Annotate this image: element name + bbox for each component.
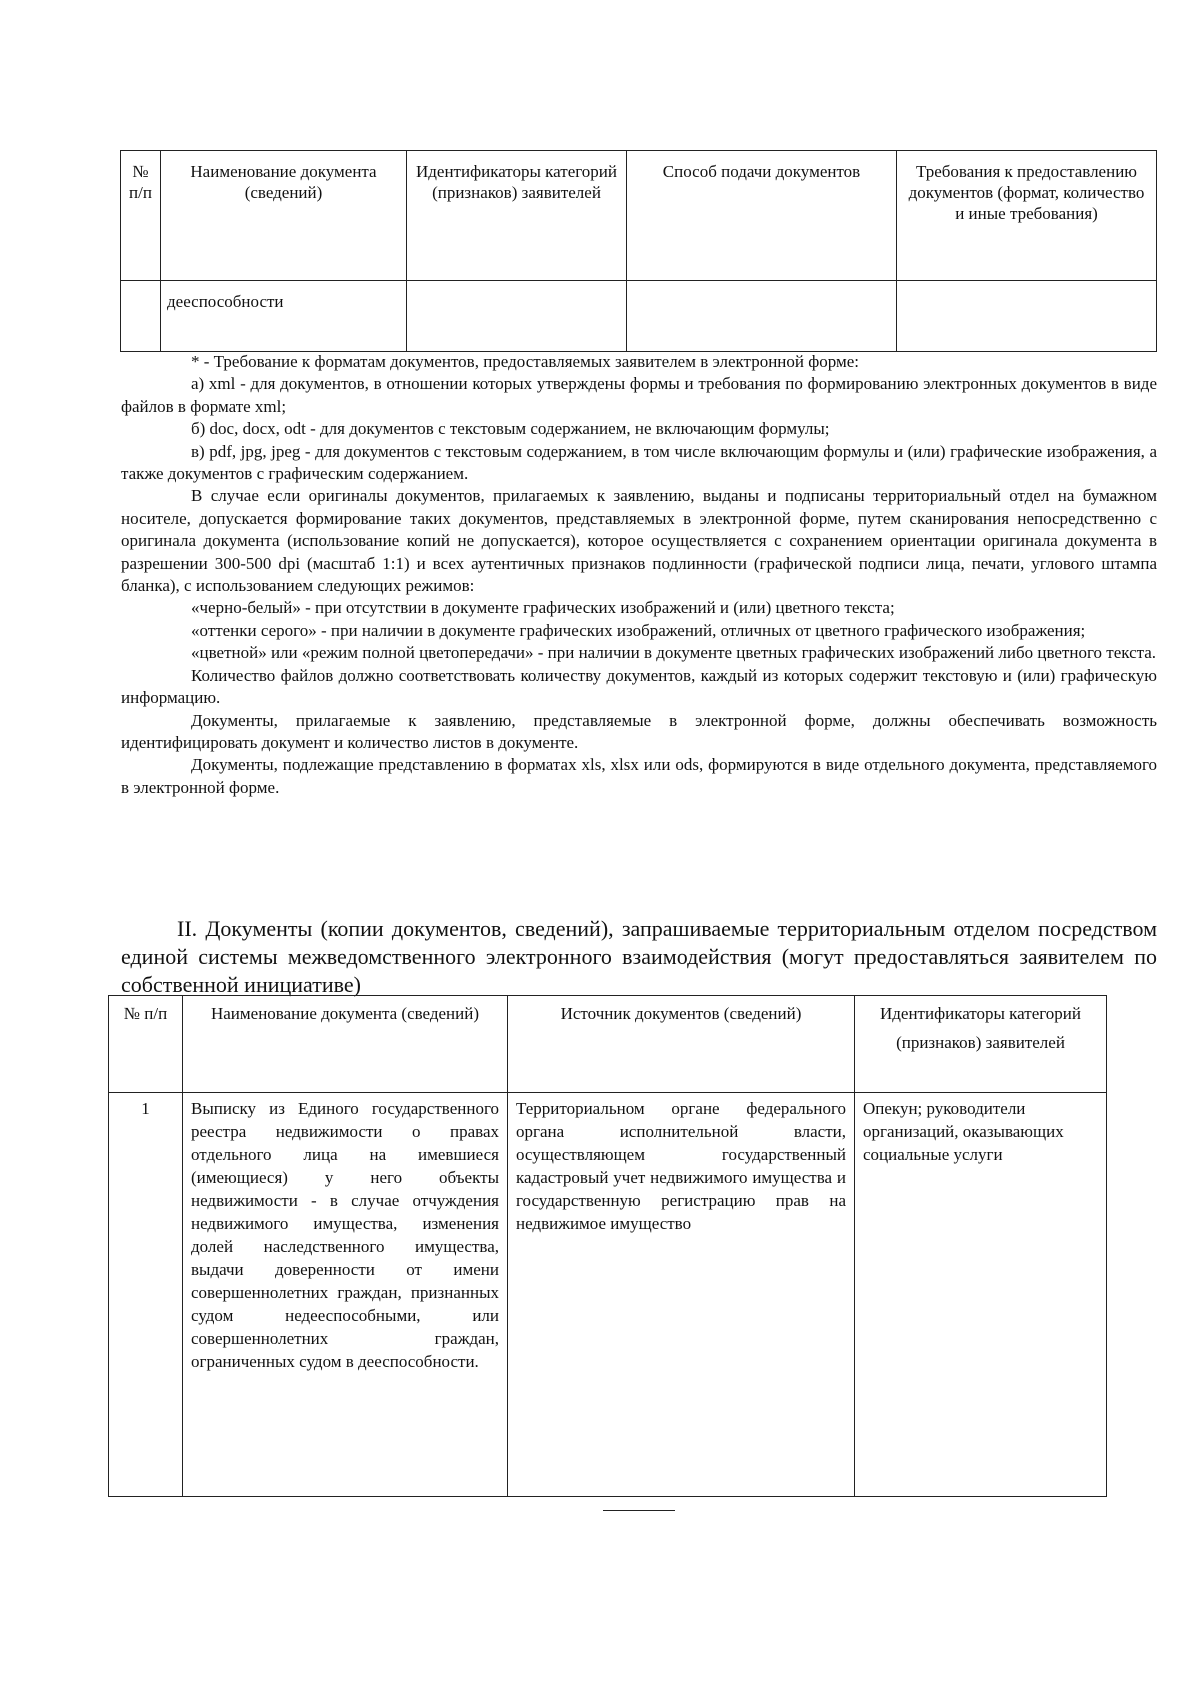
note-paragraph: Документы, прилагаемые к заявлению, представляемые в электронной форме, должны обеспечивать возможность идентифицировать документ и количество листов в документе. [121, 710, 1157, 752]
cell-document-source: Территориальном органе федерального органа исполнительной власти, осуществляющем государственный кадастровый учет недвижимого имущества и государственную регистрацию прав на недвижимое имущество [508, 1093, 855, 1497]
cell-number [121, 281, 161, 352]
end-separator-line [603, 1510, 675, 1511]
table-header-row [109, 996, 1107, 1093]
table-row [109, 1093, 1107, 1497]
header-document-name: Наименование документа (сведений) [183, 996, 508, 1093]
cell-number: 1 [109, 1093, 183, 1497]
note-paragraph: а) xml - для документов, в отношении которых утверждены формы и требования по формированию электронных документов в виде файлов в формате xml; [121, 374, 1157, 416]
note-paragraph: «оттенки серого» - при наличии в документе графических изображений, отличных от цветного графического изображения; [191, 620, 1086, 640]
note-paragraph: «черно-белый» - при отсутствии в документе графических изображений и (или) цветного текста; [191, 598, 895, 618]
note-paragraph: Количество файлов должно соответствовать количеству документов, каждый из которых содержит текстовую и (или) графическую информацию. [121, 665, 1157, 708]
table-row [121, 281, 1157, 352]
header-document-name: Наименование документа (сведений) [161, 151, 407, 281]
note-paragraph: б) doc, docx, odt - для документов с текстовым содержанием, не включающим формулы; [191, 419, 830, 439]
note-paragraph: В случае если оригиналы документов, прилагаемых к заявлению, выданы и подписаны территориальный отдел на бумажном носителе, допускается формирование таких документов, представляемых в электронной форме, путем сканирования непосредственно с оригинала документа (использование копий не допускается), которое осуществляется с сохранением ориентации оригинала документа в разрешении 300-500 dpi (масштаб 1:1) и всех аутентичных признаков подлинности (графической подписи лица, печати, углового штампа бланка), с использованием следующих режимов: [121, 486, 1157, 596]
cell-document-name: Выписку из Единого государственного реестра недвижимости о правах отдельного лица на имевшиеся (имеющиеся) у него объекты недвижимости - в случае отчуждения недвижимого имущества, изменения долей наследственного имущества, выдачи доверенности от имени совершеннолетних граждан, признанных судом недееспособными, или совершеннолетних граждан, ограниченных судом в дееспособности. [183, 1093, 508, 1497]
header-applicant-identifiers: Идентификаторы категорий (признаков) заявителей [407, 151, 627, 281]
cell-requirements [897, 281, 1157, 352]
interagency-documents-table [108, 995, 1107, 1497]
header-document-source: Источник документов (сведений) [508, 996, 855, 1093]
cell-document-name: дееспособности [161, 281, 407, 352]
header-requirements: Требования к предоставлению документов (формат, количество и иные требования) [897, 151, 1157, 281]
note-paragraph: Документы, подлежащие представлению в форматах xls, xlsx или ods, формируются в виде отдельного документа, представляемого в электронной форме. [121, 755, 1157, 797]
header-number: № п/п [121, 151, 161, 281]
requirements-table [120, 150, 1157, 352]
cell-applicant-identifiers [407, 281, 627, 352]
note-paragraph: «цветной» или «режим полной цветопередачи» - при наличии в документе цветных графических изображений либо цветного текста. [191, 643, 1157, 663]
header-submission-method: Способ подачи документов [627, 151, 897, 281]
note-paragraph: в) pdf, jpg, jpeg - для документов с текстовым содержанием, в том числе включающим формулы и (или) графические изображения, а также документов с графическим содержанием. [121, 441, 1157, 484]
cell-submission-method [627, 281, 897, 352]
section-title: II. Документы (копии документов, сведений), запрашиваемые территориальным отделом посредством единой системы межведомственного электронного взаимодействия (могут предоставляться заявителем по собственной инициативе) [121, 916, 1157, 997]
table-header-row [121, 151, 1157, 281]
format-requirements-text [121, 351, 1157, 799]
cell-applicant-identifiers: Опекун; руководители организаций, оказывающих социальные услуги [855, 1093, 1107, 1497]
header-applicant-identifiers: Идентификаторы категорий (признаков) заявителей [855, 996, 1107, 1093]
note-paragraph: * - Требование к форматам документов, предоставляемых заявителем в электронной форме: [191, 352, 860, 371]
header-number: № п/п [109, 996, 183, 1093]
